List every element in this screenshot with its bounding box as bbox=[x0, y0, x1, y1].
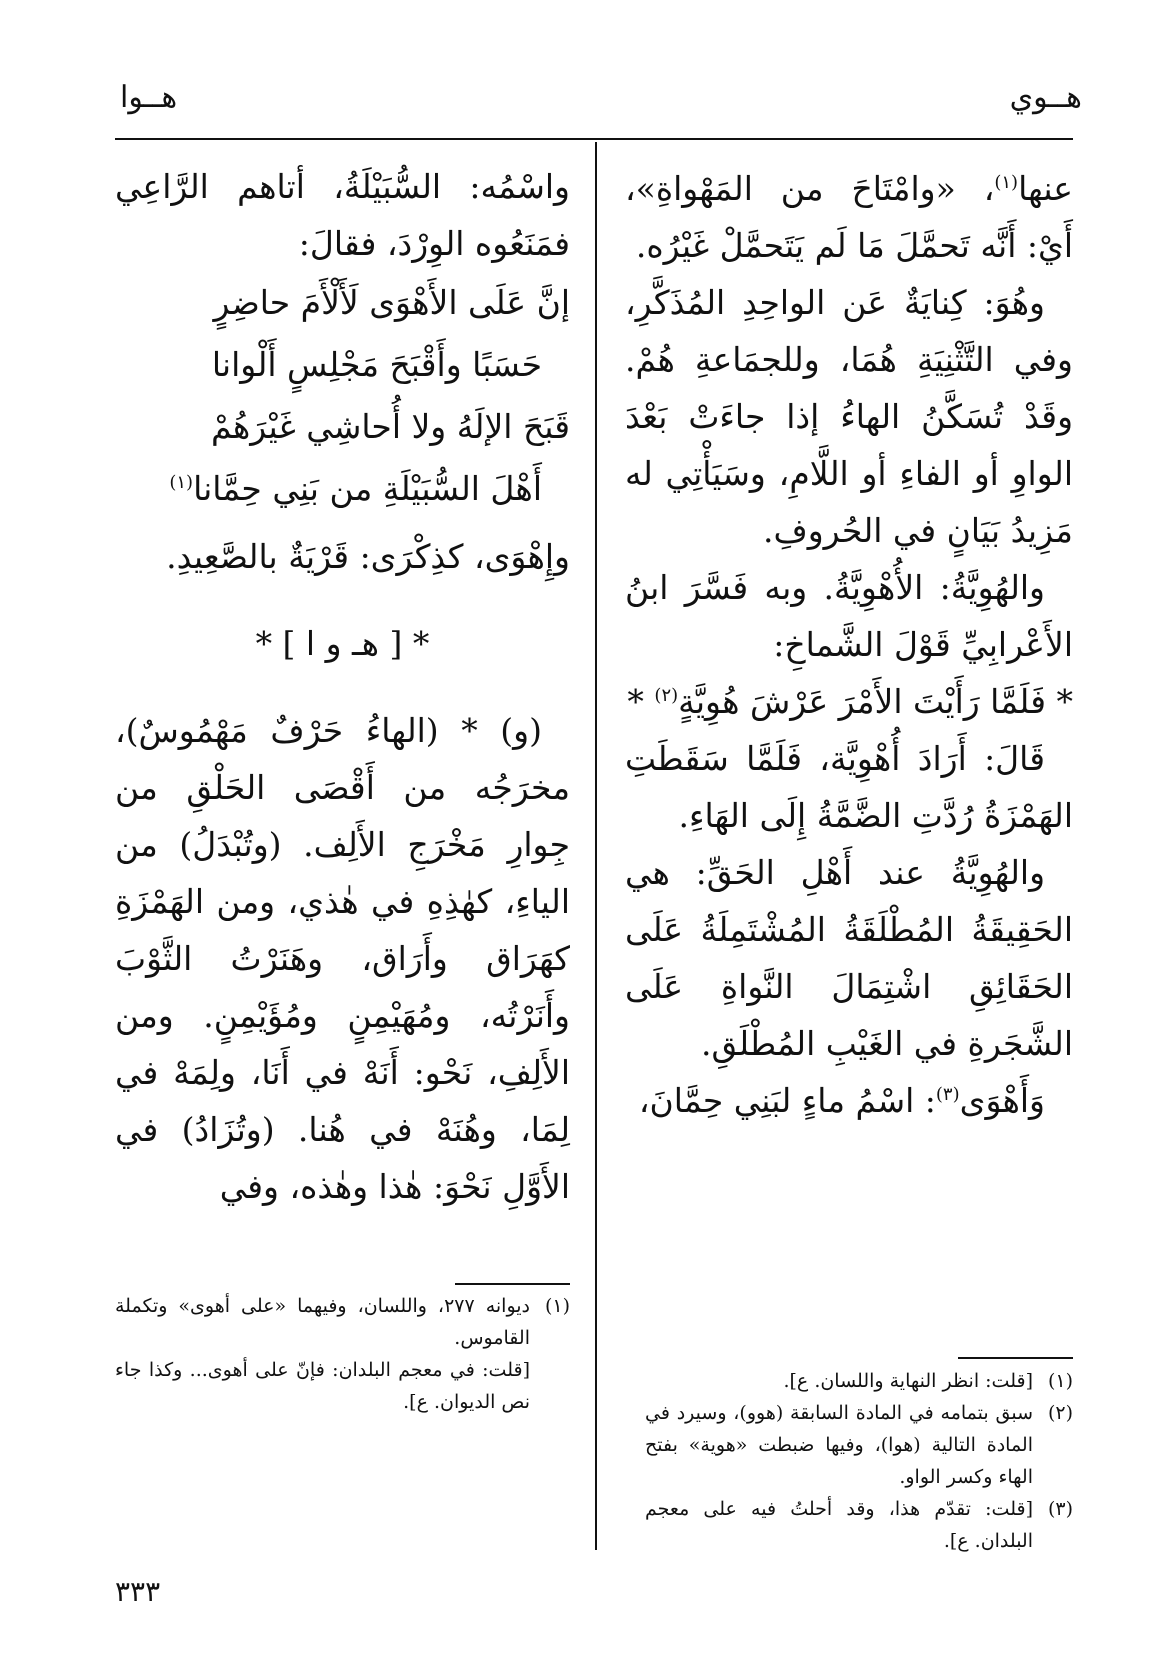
right-paragraph-3: والهُوِيَّةُ: الأُهْوِيَّةُ. وبه فَسَّرَ ابنُ الأَعْرابِيِّ قَوْلَ الشَّماخِ: bbox=[625, 568, 1073, 664]
right-paragraph-6: وَأَهْوَى$^{(٣)}$: اسْمُ ماءٍ لبَنِي حِمَّانَ، bbox=[638, 1081, 1045, 1120]
footnote-ref: (٢) bbox=[654, 685, 679, 706]
verse-line: إنَّ عَلَى الأَهْوَى لَأَلْأَمَ حاضِرٍ bbox=[213, 283, 570, 322]
verse-line: أَهْلَ السُّبَيْلَةِ من بَنِي حِمَّانا$^{(١)}$ bbox=[169, 469, 542, 508]
right-column bbox=[625, 160, 1073, 1129]
left-footnotes bbox=[115, 1290, 570, 1418]
footnote-item: (٢) سبق بتمامه في المادة السابقة (هوو)، وسيرد في المادة التالية (هوا)، وفيها ضبطت «هوية» بفتح الهاء وكسر الواو. bbox=[645, 1402, 1073, 1488]
header-root-left: هــوا bbox=[120, 80, 178, 115]
right-paragraph-5: والهُوِيَّةُ عند أَهْلِ الحَقِّ: هي الحَقِيقَةُ المُطْلَقَةُ المُشْتَمِلَةُ عَلَى الحَقَائِقِ اشْتِمَالَ النَّواةِ عَلَى الشَّجَرةِ في الغَيْبِ المُطْلَقِ. bbox=[625, 853, 1073, 1063]
footnote-item: (١) [قلت: انظر النهاية واللسان. ع]. bbox=[783, 1370, 1073, 1392]
footnote-item: (٣) [قلت: تقدّم هذا، وقد أحلتُ فيه على معجم البلدان. ع]. bbox=[645, 1498, 1073, 1552]
section-title: * [ هـ و ا ] * bbox=[255, 624, 430, 663]
page-number: ٣٣٣ bbox=[115, 1575, 161, 1608]
left-column bbox=[115, 158, 570, 1215]
left-main-text: (و) * (الهاءُ حَرْفٌ مَهْمُوسٌ)، مخرَجُه من أَقْصَى الحَلْقِ من جِوارِ مَخْرَجِ الأَلِف. (وتُبْدَلُ) من الياءِ، كهٰذِهِ في هٰذي، ومن الهَمْزَةِ كهَرَاق وأَرَاق، وهَنَرْتُ الثَّوْبَ وأَنَرْتُه، ومُهَيْمِنٍ ومُؤَيْمِنٍ. ومن الأَلِفِ، نَحْو: أَنَهْ في أَنَا، ولِمَهْ في لِمَا، وهُنَهْ في هُنا. (وتُزَادُ) في الأَوَّلِ نَحْوَ: هٰذا وهٰذه، وفي bbox=[115, 711, 570, 1206]
footnote-ref: (١) bbox=[994, 172, 1019, 193]
footnote-rule-left bbox=[455, 1283, 570, 1285]
footnote-item: [قلت: في معجم البلدان: فإنّ على أهوى... وكذا جاء نص الديوان. ع]. bbox=[115, 1359, 530, 1413]
footnote-rule-right bbox=[958, 1357, 1073, 1359]
verse-line: حَسَبًا وأَقْبَحَ مَجْلِسٍ أَلْوانا bbox=[211, 345, 542, 384]
footnote-ref: (١) bbox=[169, 472, 194, 493]
header-root-right: هــوي bbox=[1009, 80, 1082, 115]
footnote-ref: (٣) bbox=[935, 1084, 960, 1105]
verse-line: قَبَحَ الإلَهُ ولا أُحاشِي غَيْرَهُمْ bbox=[210, 407, 570, 446]
left-after-verse: وإِهْوَى، كذِكْرَى: قَرْيَةٌ بالصَّعِيدِ. bbox=[166, 537, 570, 576]
right-paragraph-1: عنها$^{(١)}$، «وامْتَاحَ من المَهْواةِ»، أَيْ: أَنَّه تَحمَّلَ مَا لَم يَتَحمَّلْ غَيْرُه. bbox=[625, 169, 1073, 265]
column-divider bbox=[595, 142, 597, 1550]
right-verse: * فَلَمَّا رَأَيْتَ الأَمْرَ عَرْشَ هُوِيَّةٍ$^{(٢)}$ * bbox=[627, 682, 1073, 721]
left-intro: واسْمُه: السُّبَيْلَةُ، أتاهم الرَّاعِي فمَنَعُوه الوِرْدَ، فقالَ: bbox=[115, 167, 570, 263]
footnote-item: (١) ديوانه ٢٧٧، واللسان، وفيهما «على أهوى» وتكملة القاموس. bbox=[115, 1295, 570, 1349]
right-footnotes bbox=[645, 1365, 1073, 1557]
header-rule bbox=[115, 138, 1073, 140]
right-paragraph-4: قَالَ: أَرَادَ أُهْوِيَّة، فَلَمَّا سَقَطَتِ الهَمْزَةُ رُدَّتِ الضَّمَّةُ إِلَى الهَاءِ. bbox=[625, 739, 1073, 835]
right-paragraph-2: وهُوَ: كِنايَةٌ عَن الواحِدِ المُذَكَّرِ، وفي التَّثْنِيَةِ هُمَا، وللجمَاعةِ هُمْ. وقَدْ تُسَكَّنُ الهاءُ إذا جاءَتْ بَعْدَ الواوِ أو الفاءِ أو اللَّامِ، وسَيَأْتِي له مَزِيدُ بَيَانٍ في الحُروفِ. bbox=[625, 283, 1073, 550]
